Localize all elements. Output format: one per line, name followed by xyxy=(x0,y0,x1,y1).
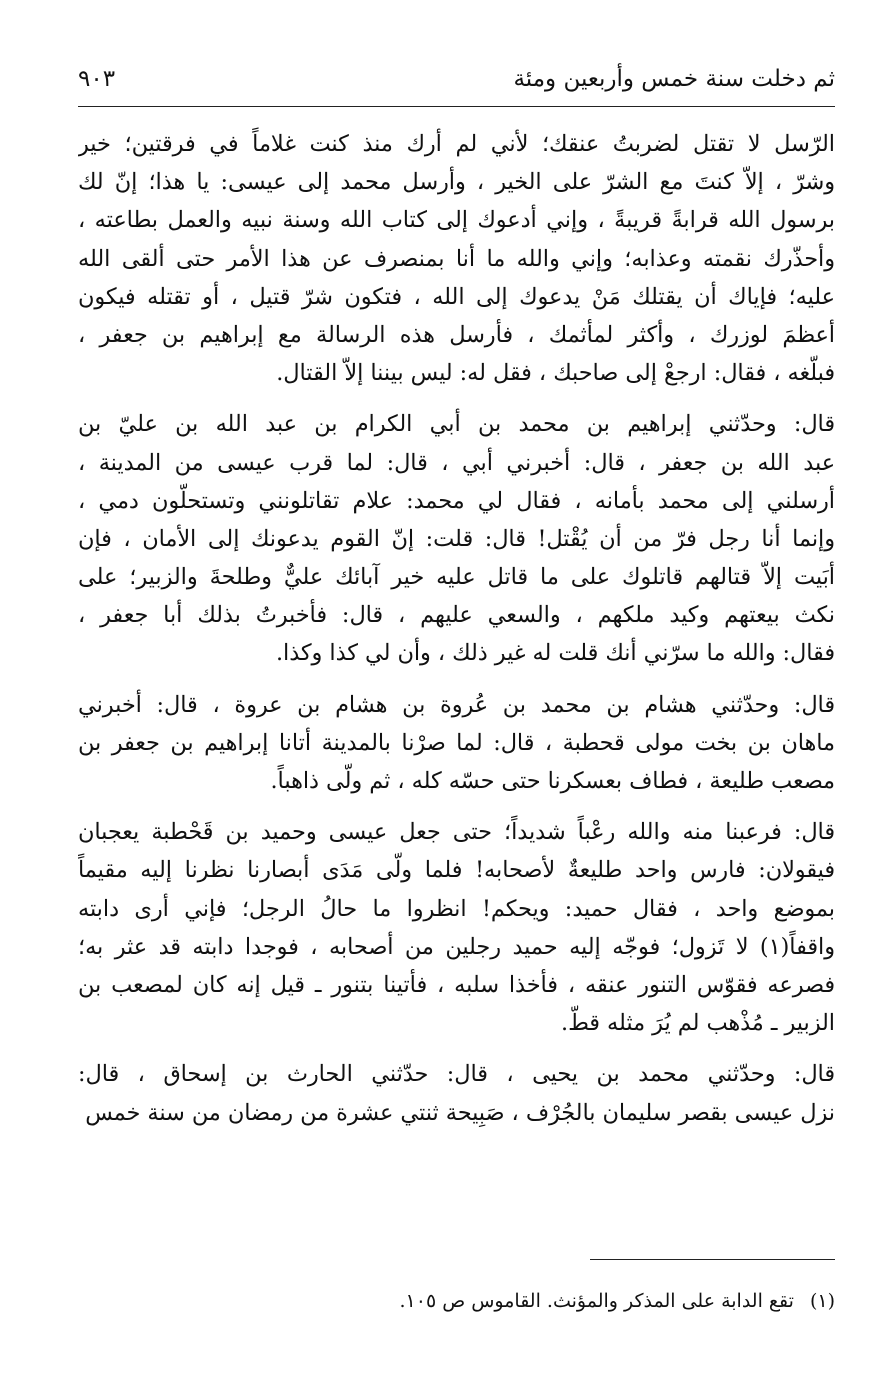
page-header xyxy=(78,64,835,104)
paragraph-gap xyxy=(78,1042,835,1055)
text-line: عبد الله بن جعفر ، قال: أخبرني أبي ، قال: لما قرب عيسى من المدينة ، xyxy=(78,449,835,476)
text-line: وأحذّرك نقمته وعذابه؛ وإني والله ما أنا بمنصرف عن هذا الأمر حتى ألقى الله xyxy=(78,245,835,272)
text-line: بموضع واحد ، فقال حميد: ويحكم! انظروا ما حالُ الرجل؛ فإني أرى دابته xyxy=(78,895,835,922)
text-line: أرسلني إلى محمد بأمانه ، فقال لي محمد: علام تقاتلونني وتستحلّون دمي ، xyxy=(78,487,835,514)
page-number: ٩٠٣ xyxy=(78,66,116,92)
text-line: فصرعه فقوّس التنور عنقه ، فأخذا سلبه ، فأتينا بتنور ـ قيل إنه كان لمصعب بن xyxy=(78,971,835,998)
paragraph-gap xyxy=(78,392,835,405)
text-line: نزل عيسى بقصر سليمان بالجُرْف ، صَبِيحة ثنتي عشرة من رمضان من سنة خمس xyxy=(85,1099,835,1126)
text-line: مصعب طليعة ، فطاف بعسكرنا حتى حسّه كله ، ثم ولّى ذاهباً. xyxy=(270,768,835,794)
footnote-text: تقع الدابة على المذكر والمؤنث. القاموس ص ١٠٥. xyxy=(399,1290,794,1312)
text-line: وشرّ ، إلاّ كنتَ مع الشرّ على الخير ، وأرسل محمد إلى عيسى: يا هذا؛ إنّ لك xyxy=(78,169,835,196)
paragraph xyxy=(78,125,835,392)
paragraph xyxy=(78,686,835,801)
paragraph xyxy=(78,813,835,1042)
footnote-marker: (١) xyxy=(809,1290,835,1312)
text-line: وإنما أنا رجل فرّ من أن يُقْتل! قال: قلت: إنّ القوم يدعونك إلى الأمان ، فإن xyxy=(78,525,835,552)
text-line: فيقولان: فارس واحد طليعةٌ لأصحابه! فلما ولّى مَدَى أبصارنا نظرنا إليه مقيماً xyxy=(78,857,835,884)
paragraph-gap xyxy=(78,800,835,813)
paragraph xyxy=(78,405,835,672)
text-line: فبلّغه ، فقال: ارجعْ إلى صاحبك ، فقل له: ليس بيننا إلاّ القتال. xyxy=(276,360,835,387)
text-line: ماهان بن بخت مولى قحطبة ، قال: لما صرْنا بالمدينة أتانا إبراهيم بن جعفر بن xyxy=(78,729,835,756)
text-line: قال: وحدّثني محمد بن يحيى ، قال: حدّثني الحارث بن إسحاق ، قال: xyxy=(78,1061,835,1088)
footnote-divider xyxy=(590,1259,835,1260)
text-line: نكث بيعتهم وكيد ملكهم ، والسعي عليهم ، قال: فأخبرتُ بذلك أبا جعفر ، xyxy=(78,602,835,629)
text-line: الرّسل لا تقتل لضربتُ عنقك؛ لأني لم أرك منذ كنت غلاماً في فرقتين؛ خير xyxy=(78,131,835,157)
body-text xyxy=(78,125,835,1132)
text-line: أعظمَ لوزرك ، وأكثر لمأثمك ، فأرسل هذه الرسالة مع إبراهيم بن جعفر ، xyxy=(78,321,835,348)
text-line: برسول الله قرابةً قريبةً ، وإني أدعوك إلى كتاب الله وسنة نبيه والعمل بطاعته ، xyxy=(78,207,835,234)
text-line: واقفاً(١) لا تَزول؛ فوجّه إليه حميد رجلين من أصحابه ، فوجدا دابته قد عثر به؛ xyxy=(78,933,835,960)
text-line: قال: وحدّثني إبراهيم بن محمد بن أبي الكرام بن عبد الله بن عليّ بن xyxy=(78,411,835,438)
running-title: ثم دخلت سنة خمس وأربعين ومئة xyxy=(513,66,835,92)
text-line: عليه؛ فإياك أن يقتلك مَنْ يدعوك إلى الله ، فتكون شرّ قتيل ، أو تقتله فيكون xyxy=(78,283,835,310)
footnote xyxy=(78,1290,835,1312)
text-line: فقال: والله ما سرّني أنك قلت له غير ذلك ، وأن لي كذا وكذا. xyxy=(275,640,835,667)
text-line: قال: فرعبنا منه والله رعْباً شديداً؛ حتى جعل عيسى وحميد بن قَحْطبة يعجبان xyxy=(78,819,835,846)
text-line: قال: وحدّثني هشام بن محمد بن عُروة بن هشام بن عروة ، قال: أخبرني xyxy=(78,691,835,718)
paragraph-gap xyxy=(78,673,835,686)
text-line: أبَيت إلاّ قتالهم قاتلوك على ما قاتل عليه خير آبائك عليٌّ وطلحةَ والزبير؛ على xyxy=(78,564,835,591)
paragraph xyxy=(78,1055,835,1131)
header-divider xyxy=(78,106,835,107)
text-line: الزبير ـ مُذْهب لم يُرَ مثله قطّ. xyxy=(561,1010,835,1037)
